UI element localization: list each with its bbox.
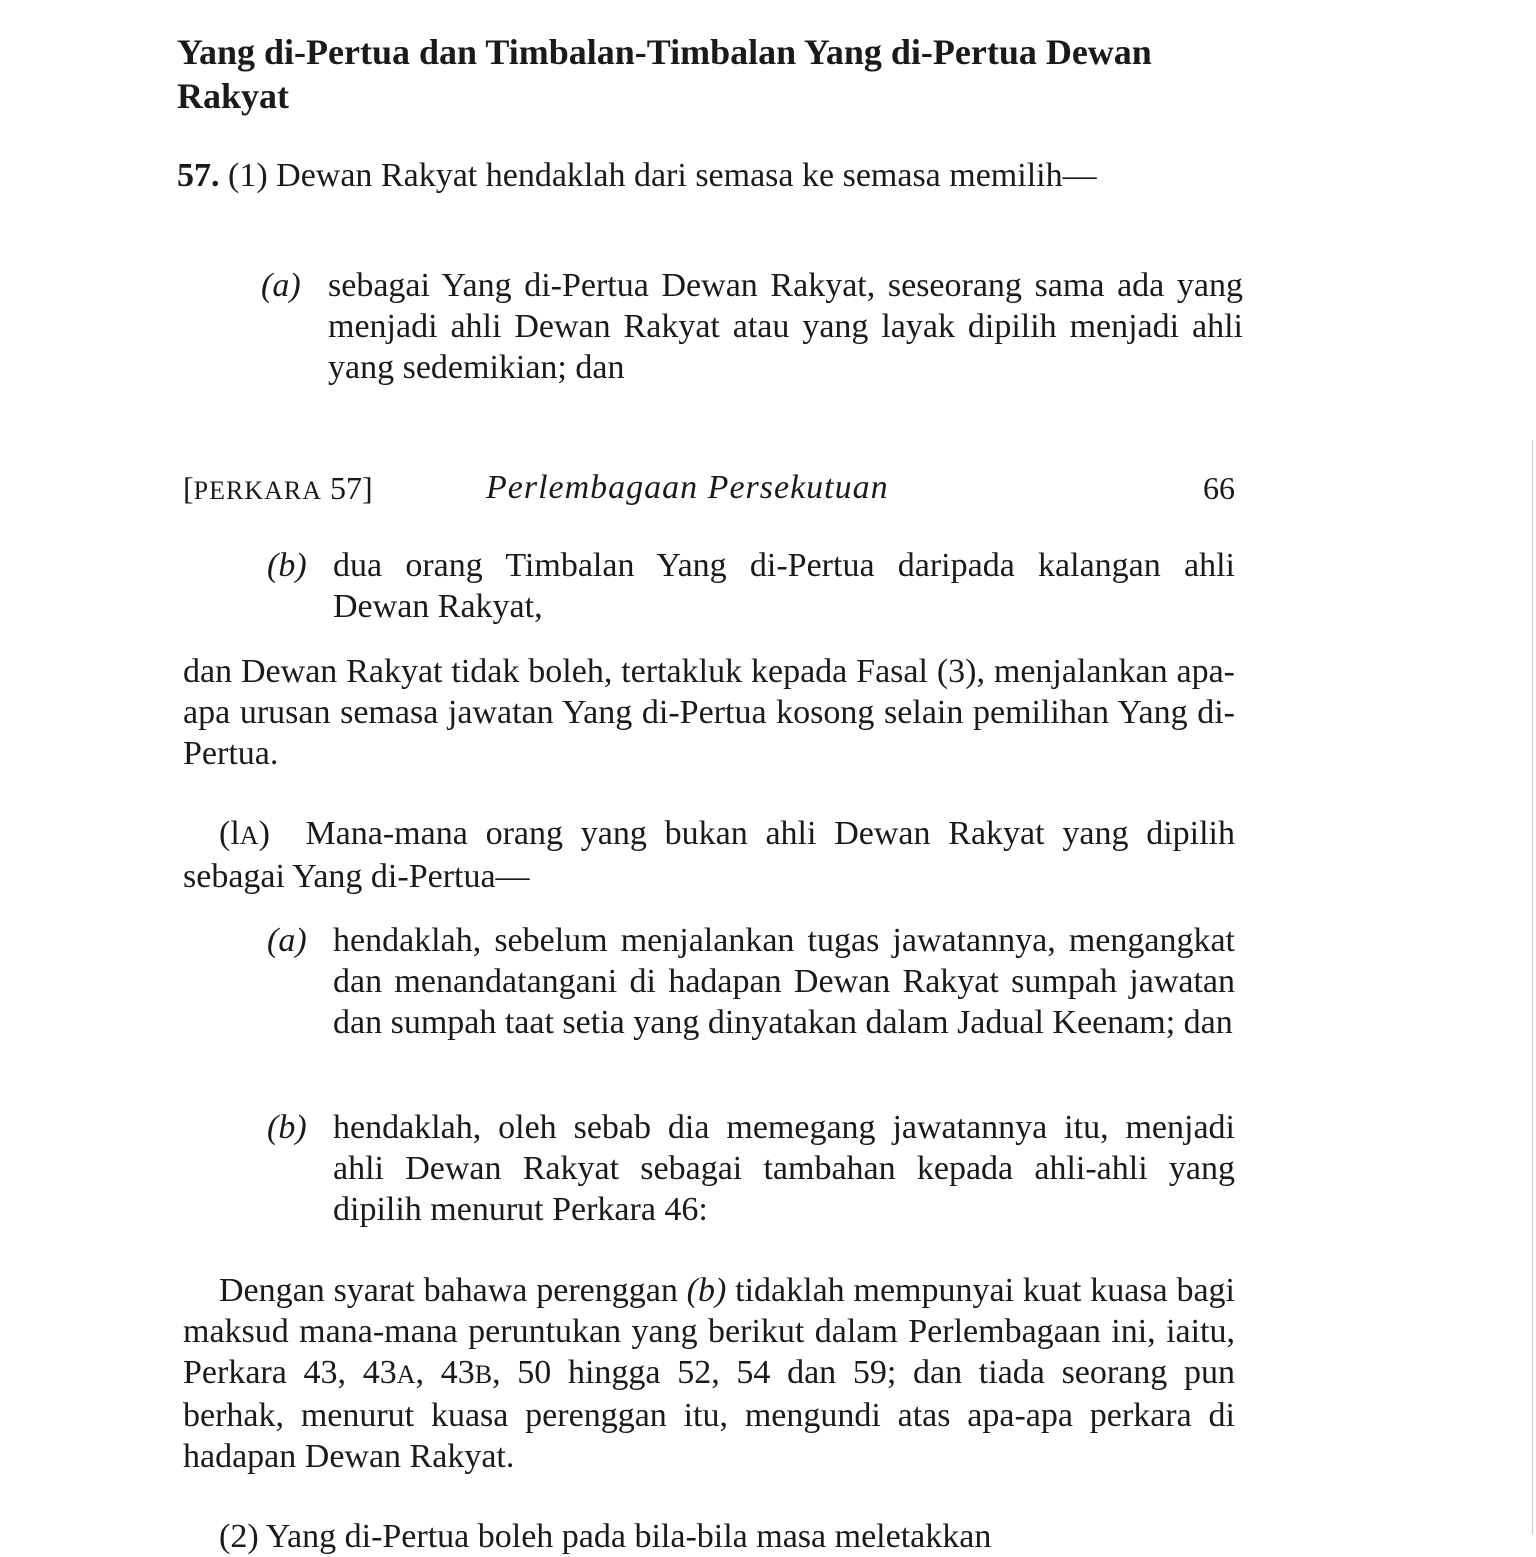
clause-1a-num-open: (l bbox=[219, 815, 240, 852]
proviso-part-2: tidaklah mempunyai kuat kuasa bagi maksud mana-mana peruntukan yang berikut dalam Perlembagaan ini, iaitu, Perkara 43, 43 bbox=[183, 1272, 1236, 1391]
header-perkara: PERKARA bbox=[193, 476, 323, 505]
clause-1-intro: (1) Dewan Rakyat hendaklah dari semasa ke semasa memilih— bbox=[228, 157, 1097, 194]
paragraph-b bbox=[267, 545, 1235, 635]
clause-1a bbox=[183, 813, 1235, 897]
section-heading: Yang di-Pertua dan Timbalan-Timbalan Yang di-Pertua Dewan Rakyat bbox=[177, 32, 1152, 116]
proviso-paragraph-ref: (b) bbox=[686, 1272, 727, 1309]
clause-1a-number bbox=[219, 815, 270, 852]
running-header bbox=[183, 468, 1235, 508]
paragraph-a-text: sebagai Yang di-Pertua Dewan Rakyat, seseorang sama ada yang menjadi ahli Dewan Rakyat atau yang layak dipilih menjadi ahli yang sedemikian; dan bbox=[328, 267, 1243, 386]
header-document-title: Perlembagaan Persekutuan bbox=[486, 469, 889, 506]
article-57-clause-1 bbox=[177, 155, 1243, 196]
proviso-part-3: , 43 bbox=[415, 1354, 475, 1391]
clause-1a-paragraph-b-text: hendaklah, oleh sebab dia memegang jawatannya itu, menjadi ahli Dewan Rakyat sebagai tambahan kepada ahli-ahli yang dipilih menurut Perkara 46: bbox=[333, 1109, 1235, 1228]
header-article-num: 57] bbox=[330, 470, 373, 506]
paragraph-b-label: (b) bbox=[267, 547, 307, 584]
clause-1a-paragraph-a-text: hendaklah, sebelum menjalankan tugas jawatannya, mengangkat dan menandatangani di hadapan Dewan Rakyat sumpah jawatan dan sumpah taat setia yang dinyatakan dalam Jadual Keenam; dan bbox=[333, 922, 1235, 1041]
proviso-part-4: , 50 hingga 52, 54 dan 59; dan tiada seorang pun berhak, menurut kuasa perenggan itu, mengundi atas apa-apa perkara di hadapan Dewan Rakyat. bbox=[183, 1354, 1236, 1475]
header-bracket-open: [ bbox=[183, 470, 194, 506]
clause-1-continuation: dan Dewan Rakyat tidak boleh, tertakluk kepada Fasal (3), menjalankan apa-apa urusan semasa jawatan Yang di-Pertua kosong selain pemilihan Yang di-Pertua. bbox=[183, 653, 1235, 772]
clause-1a-paragraph-a-label: (a) bbox=[267, 922, 307, 959]
clause-1a-paragraph-a bbox=[267, 920, 1235, 1090]
proviso-smallcap-a: A bbox=[396, 1360, 416, 1389]
proviso bbox=[183, 1270, 1235, 1477]
paragraph-b-text: dua orang Timbalan Yang di-Pertua daripada kalangan ahli Dewan Rakyat, bbox=[333, 547, 1235, 625]
clause-2-partial: (2) Yang di-Pertua boleh pada bila-bila masa meletakkan bbox=[219, 1518, 992, 1555]
clause-1a-num-close: ) bbox=[258, 815, 270, 852]
clause-1a-paragraph-b-label: (b) bbox=[267, 1109, 307, 1146]
paragraph-a-label: (a) bbox=[261, 267, 301, 304]
clause-1a-num-letter: A bbox=[239, 821, 259, 850]
paragraph-a bbox=[261, 265, 1243, 395]
proviso-part-1: Dengan syarat bahawa perenggan bbox=[219, 1272, 687, 1309]
header-page-number: 66 bbox=[1203, 470, 1235, 506]
page-edge-line bbox=[1532, 440, 1533, 1534]
proviso-smallcap-b: B bbox=[474, 1360, 493, 1389]
article-number: 57. bbox=[177, 157, 220, 194]
header-article-ref bbox=[183, 468, 373, 511]
clause-1a-paragraph-b bbox=[267, 1107, 1235, 1237]
clause-1a-text: Mana-mana orang yang bukan ahli Dewan Rakyat yang dipilih sebagai Yang di-Pertua— bbox=[183, 815, 1235, 895]
